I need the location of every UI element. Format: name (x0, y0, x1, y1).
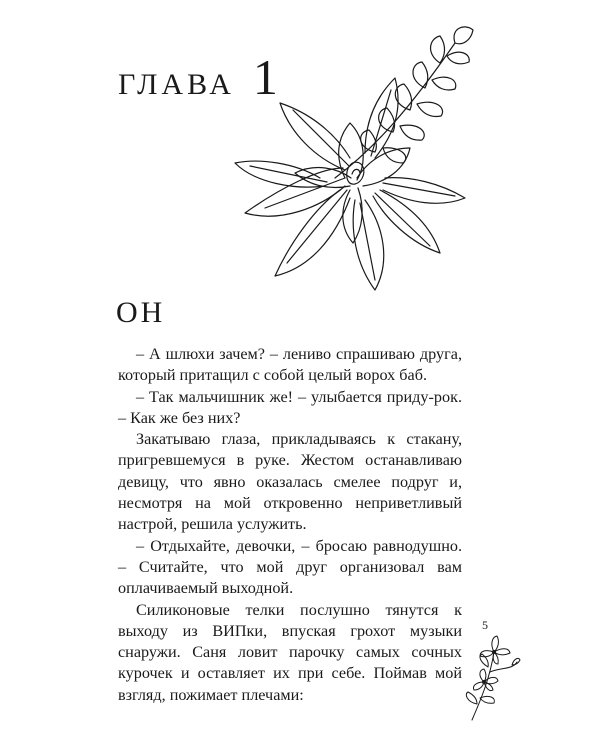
body-text (118, 344, 462, 706)
paragraph: – Отдыхайте, девочки, – бросаю равнодушно. – Считайте, что мой друг организовал вам оплачиваемый выходной. (118, 536, 462, 598)
chapter-number: 1 (252, 49, 278, 105)
small-flower-icon (462, 632, 522, 722)
paragraph: – А шлюхи зачем? – лениво спрашиваю друга, который притащил с собой целый ворох баб. (118, 345, 462, 385)
pov-heading: ОН (116, 296, 166, 329)
paragraph: – Так мальчишник же! – улыбается приду-рок. – Как же без них? (118, 387, 462, 427)
lotus-flower-icon (225, 18, 475, 293)
page-number: 5 (482, 618, 488, 632)
chapter-label: ГЛАВА (118, 68, 235, 101)
paragraph: Силиконовые телки послушно тянутся к выходу из ВИПки, впуская грохот музыки снаружи. Саня ловит парочку самых сочных курочек и оставляет их при себе. Поймав мой взгляд, пожимает плечами: (118, 600, 462, 704)
paragraph: Закатываю глаза, прикладываясь к стакану, пригревшемуся в руке. Жестом останавливаю девицу, что явно оказалась смелее подруг и, несмотря на мой откровенно неприветливый настрой, решила услужить. (118, 430, 462, 534)
